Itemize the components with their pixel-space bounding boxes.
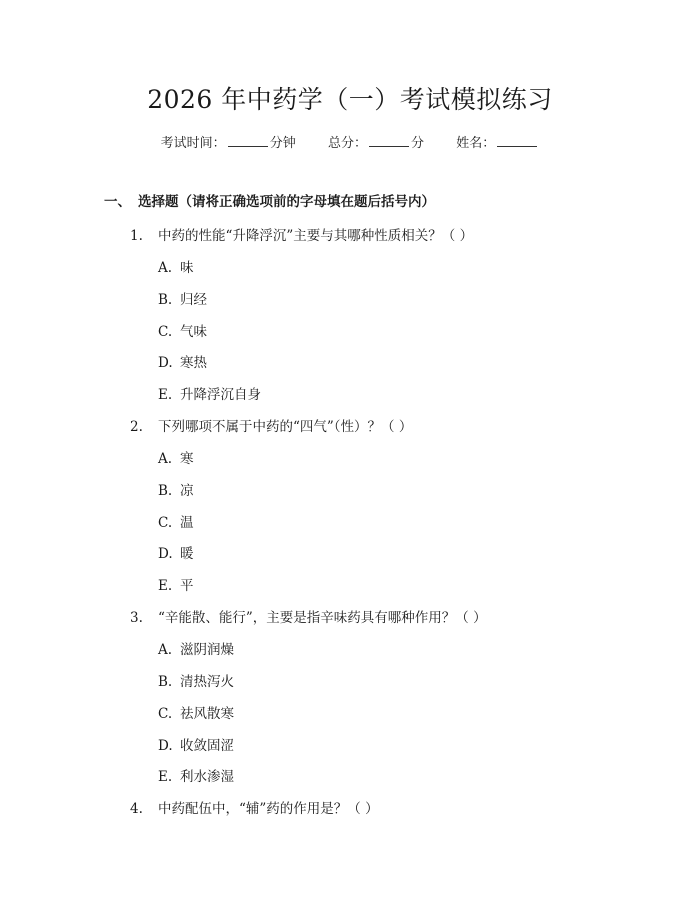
option-item (158, 383, 261, 403)
option-text: 凉 (180, 483, 194, 499)
option-item (158, 288, 207, 308)
question-2 (130, 415, 412, 435)
question-text: 中药配伍中，“辅”药的作用是？（ ） (158, 801, 379, 817)
total-score-label: 总分： (327, 136, 367, 151)
option-text: 寒 (180, 451, 194, 467)
question-4 (130, 797, 379, 817)
section-title: 选择题（请将正确选项前的字母填在题后括号内） (138, 194, 435, 210)
option-letter: B. (158, 674, 173, 690)
exam-time-label: 考试时间： (160, 136, 226, 151)
question-text: 下列哪项不属于中药的“四气”（性）？（ ） (158, 419, 413, 435)
option-item (158, 574, 194, 594)
option-text: 温 (180, 515, 194, 531)
question-text: “辛能散、能行”，主要是指辛味药具有哪种作用？（ ） (158, 610, 487, 626)
option-item (158, 765, 234, 785)
question-number: 3. (130, 610, 143, 626)
option-text: 寒热 (180, 355, 207, 371)
option-letter: A. (158, 642, 173, 658)
option-text: 滋阴润燥 (180, 642, 234, 658)
exam-time-unit: 分钟 (269, 136, 296, 151)
option-letter: E. (158, 578, 173, 594)
exam-time-blank (228, 136, 268, 147)
option-text: 味 (180, 260, 194, 276)
option-letter: C. (158, 515, 173, 531)
question-3 (130, 606, 487, 626)
option-letter: B. (158, 483, 173, 499)
option-text: 收敛固涩 (180, 738, 234, 754)
option-text: 利水渗湿 (180, 769, 234, 785)
question-text: 中药的性能“升降浮沉”主要与其哪种性质相关？（ ） (158, 228, 474, 244)
option-item (158, 702, 234, 722)
total-score-field (328, 132, 424, 151)
option-text: 升降浮沉自身 (180, 387, 261, 403)
option-item (158, 511, 194, 531)
exam-info (0, 132, 700, 151)
section-heading (104, 190, 435, 210)
option-letter: D. (158, 355, 173, 371)
option-text: 气味 (180, 324, 207, 340)
option-text: 归经 (180, 292, 207, 308)
option-letter: E. (158, 769, 173, 785)
option-item (158, 670, 234, 690)
option-item (158, 447, 194, 467)
option-letter: E. (158, 387, 173, 403)
option-item (158, 320, 207, 340)
option-letter: B. (158, 292, 173, 308)
option-text: 平 (180, 578, 194, 594)
option-text: 清热泻火 (180, 674, 234, 690)
option-item (158, 351, 207, 371)
option-item (158, 638, 234, 658)
option-letter: A. (158, 451, 173, 467)
page-title: 2026 年中药学（一）考试模拟练习 (147, 85, 553, 114)
student-name-label: 姓名： (456, 136, 496, 151)
question-number: 1. (130, 228, 143, 244)
option-text: 暖 (180, 546, 194, 562)
option-letter: D. (158, 738, 173, 754)
student-name-blank (497, 136, 537, 147)
option-item (158, 542, 194, 562)
section-number: 一、 (104, 194, 131, 210)
total-score-unit: 分 (411, 136, 425, 151)
option-letter: D. (158, 546, 173, 562)
option-item (158, 256, 194, 276)
option-item (158, 479, 194, 499)
option-letter: C. (158, 324, 173, 340)
question-1 (130, 224, 473, 244)
option-item (158, 734, 234, 754)
question-number: 4. (130, 801, 143, 817)
option-text: 祛风散寒 (180, 706, 234, 722)
question-number: 2. (130, 419, 143, 435)
student-name-field (456, 132, 539, 151)
total-score-blank (369, 136, 409, 147)
option-letter: A. (158, 260, 173, 276)
exam-time-field (161, 132, 296, 151)
option-letter: C. (158, 706, 173, 722)
